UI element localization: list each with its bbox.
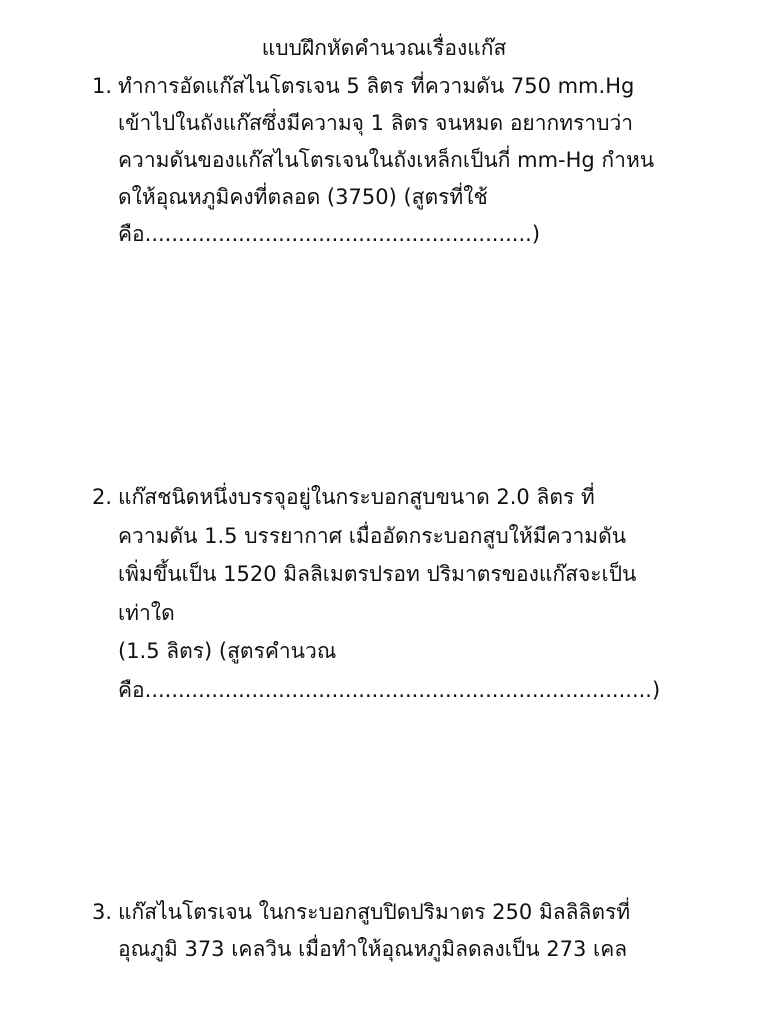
question-line xyxy=(92,894,692,931)
question-line xyxy=(92,179,692,216)
question-2 xyxy=(92,478,692,709)
question-line xyxy=(92,478,692,517)
question-3 xyxy=(92,894,692,968)
question-text: เข้าไปในถังแก๊สซึ่งมีความจุ 1 ลิตร จนหมด อยากทราบว่า xyxy=(118,111,634,135)
question-text: ความดันของแก๊สไนโตรเจนในถังเหล็กเป็นกี่ mm-Hg กำหน xyxy=(118,148,655,172)
question-line xyxy=(92,105,692,142)
question-text: แก๊สชนิดหนึ่งบรรจุอยู่ในกระบอกสูบขนาด 2.0 ลิตร ที่ xyxy=(118,485,595,509)
question-line xyxy=(92,931,692,968)
question-text: ดให้อุณหภูมิคงที่ตลอด (3750) (สูตรที่ใช้ xyxy=(118,185,488,209)
question-text: แก๊สไนโตรเจน ในกระบอกสูบปิดปริมาตร 250 มิลลิลิตรที่ xyxy=(118,900,631,924)
question-line xyxy=(92,142,692,179)
question-text: อุณภูมิ 373 เคลวิน เมื่อทำให้อุณหภูมิลดลงเป็น 273 เคล xyxy=(118,937,628,961)
question-line xyxy=(92,68,692,105)
question-text: เพิ่มขึ้นเป็น 1520 มิลลิเมตรปรอท ปริมาตรของแก๊สจะเป็น xyxy=(118,562,637,586)
question-line xyxy=(92,555,692,594)
answer-blank-line xyxy=(92,216,692,253)
answer-blank-line xyxy=(92,671,692,710)
question-line xyxy=(92,594,692,633)
worksheet-title: แบบฝึกหัดคำนวณเรื่องแก๊ส xyxy=(261,36,507,60)
question-line xyxy=(92,517,692,556)
question-text: ความดัน 1.5 บรรยากาศ เมื่ออัดกระบอกสูบให้มีความดัน xyxy=(118,523,627,548)
question-number: 3. xyxy=(92,900,113,924)
question-text: คือ............................................................................) xyxy=(118,677,661,702)
question-text: คือ..........................................................) xyxy=(118,222,541,246)
question-text: (1.5 ลิตร) (สูตรคำนวณ xyxy=(118,639,337,663)
question-number: 1. xyxy=(92,74,113,98)
question-text: เท่าใด xyxy=(118,600,175,625)
question-text: ทำการอัดแก๊สไนโตรเจน 5 ลิตร ที่ความดัน 750 mm.Hg xyxy=(118,74,635,98)
question-number: 2. xyxy=(92,485,113,509)
question-line xyxy=(92,632,692,671)
question-1 xyxy=(92,68,692,253)
